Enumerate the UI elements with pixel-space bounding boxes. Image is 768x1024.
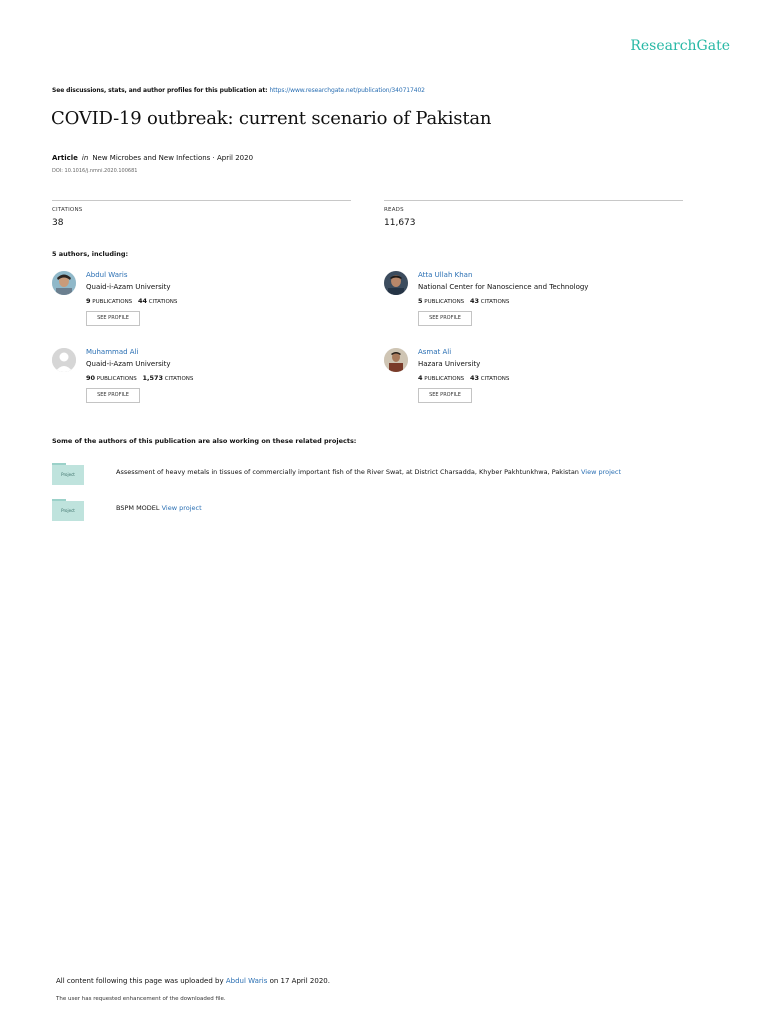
projects-heading: Some of the authors of this publication are also working on these related projects: bbox=[52, 437, 357, 445]
publication-url-link[interactable]: https://www.researchgate.net/publication/340717402 bbox=[269, 87, 425, 94]
publications-count: 9 bbox=[86, 297, 91, 305]
project-text bbox=[116, 468, 621, 476]
citations-stat bbox=[52, 200, 351, 228]
reads-stat bbox=[384, 200, 683, 228]
publications-label: PUBLICATIONS bbox=[424, 299, 465, 305]
publications-label: PUBLICATIONS bbox=[424, 376, 465, 382]
author-counts bbox=[86, 297, 177, 305]
citations-label: CITATIONS bbox=[480, 376, 510, 382]
author-counts bbox=[418, 374, 509, 382]
project-item bbox=[52, 499, 702, 523]
author-card bbox=[52, 271, 352, 341]
avatar[interactable] bbox=[384, 271, 408, 295]
see-profile-button[interactable]: SEE PROFILE bbox=[86, 311, 140, 326]
citations-count: 1,573 bbox=[142, 374, 164, 382]
upload-prefix: All content following this page was uploaded by bbox=[56, 977, 224, 985]
journal-date: New Microbes and New Infections · April 2020 bbox=[92, 154, 254, 162]
project-folder-icon bbox=[52, 463, 84, 485]
enhancement-note: The user has requested enhancement of the downloaded file. bbox=[56, 996, 226, 1002]
project-text bbox=[116, 504, 202, 512]
publication-title: COVID-19 outbreak: current scenario of Pakistan bbox=[51, 108, 492, 129]
publications-count: 4 bbox=[418, 374, 423, 382]
discussion-line bbox=[52, 87, 425, 94]
citations-label: CITATIONS bbox=[148, 299, 178, 305]
author-counts bbox=[86, 374, 193, 382]
in-label: in bbox=[81, 154, 89, 162]
avatar[interactable] bbox=[52, 271, 76, 295]
project-folder-label: Project bbox=[52, 465, 84, 485]
reads-value: 11,673 bbox=[384, 218, 416, 228]
author-institution: Quaid-i-Azam University bbox=[86, 360, 171, 368]
see-profile-button[interactable]: SEE PROFILE bbox=[86, 388, 140, 403]
author-name-link[interactable]: Atta Ullah Khan bbox=[418, 271, 473, 279]
project-folder-label: Project bbox=[52, 501, 84, 521]
uploader-link[interactable]: Abdul Waris bbox=[225, 977, 268, 985]
author-card bbox=[52, 348, 352, 418]
see-profile-button[interactable]: SEE PROFILE bbox=[418, 388, 472, 403]
author-institution: Hazara University bbox=[418, 360, 481, 368]
author-card bbox=[384, 271, 684, 341]
avatar[interactable] bbox=[52, 348, 76, 372]
citations-label: CITATIONS bbox=[52, 207, 83, 213]
publications-count: 90 bbox=[86, 374, 96, 382]
publications-label: PUBLICATIONS bbox=[92, 299, 133, 305]
citations-label: CITATIONS bbox=[480, 299, 510, 305]
discussion-text: See discussions, stats, and author profiles for this publication at: bbox=[52, 87, 268, 94]
author-institution: National Center for Nanoscience and Technology bbox=[418, 283, 589, 291]
publications-label: PUBLICATIONS bbox=[96, 376, 137, 382]
doi: DOI: 10.1016/j.nmni.2020.100681 bbox=[52, 168, 138, 174]
author-name-link[interactable]: Abdul Waris bbox=[86, 271, 128, 279]
article-type: Article bbox=[52, 154, 78, 162]
author-name-link[interactable]: Asmat Ali bbox=[418, 348, 452, 356]
citations-count: 43 bbox=[469, 374, 479, 382]
author-card bbox=[384, 348, 684, 418]
project-title: BSPM MODEL bbox=[116, 504, 160, 512]
author-name-link[interactable]: Muhammad Ali bbox=[86, 348, 139, 356]
author-institution: Quaid-i-Azam University bbox=[86, 283, 171, 291]
upload-suffix: on 17 April 2020. bbox=[269, 977, 330, 985]
researchgate-logo[interactable]: ResearchGate bbox=[630, 38, 730, 54]
citations-count: 44 bbox=[137, 297, 147, 305]
publications-count: 5 bbox=[418, 297, 423, 305]
avatar[interactable] bbox=[384, 348, 408, 372]
authors-heading: 5 authors, including: bbox=[52, 250, 129, 258]
citations-count: 43 bbox=[469, 297, 479, 305]
project-item bbox=[52, 463, 702, 487]
view-project-link[interactable]: View project bbox=[581, 468, 622, 476]
upload-footer bbox=[56, 977, 330, 985]
project-title: Assessment of heavy metals in tissues of commercially important fish of the River Swat, at District Charsadda, Khyber Pakhtunkhwa, Pakistan bbox=[116, 468, 579, 476]
view-project-link[interactable]: View project bbox=[161, 504, 202, 512]
project-folder-icon bbox=[52, 499, 84, 521]
citations-label: CITATIONS bbox=[164, 376, 194, 382]
citations-value: 38 bbox=[52, 218, 64, 228]
author-counts bbox=[418, 297, 509, 305]
see-profile-button[interactable]: SEE PROFILE bbox=[418, 311, 472, 326]
publication-meta bbox=[52, 154, 253, 162]
reads-label: READS bbox=[384, 207, 404, 213]
